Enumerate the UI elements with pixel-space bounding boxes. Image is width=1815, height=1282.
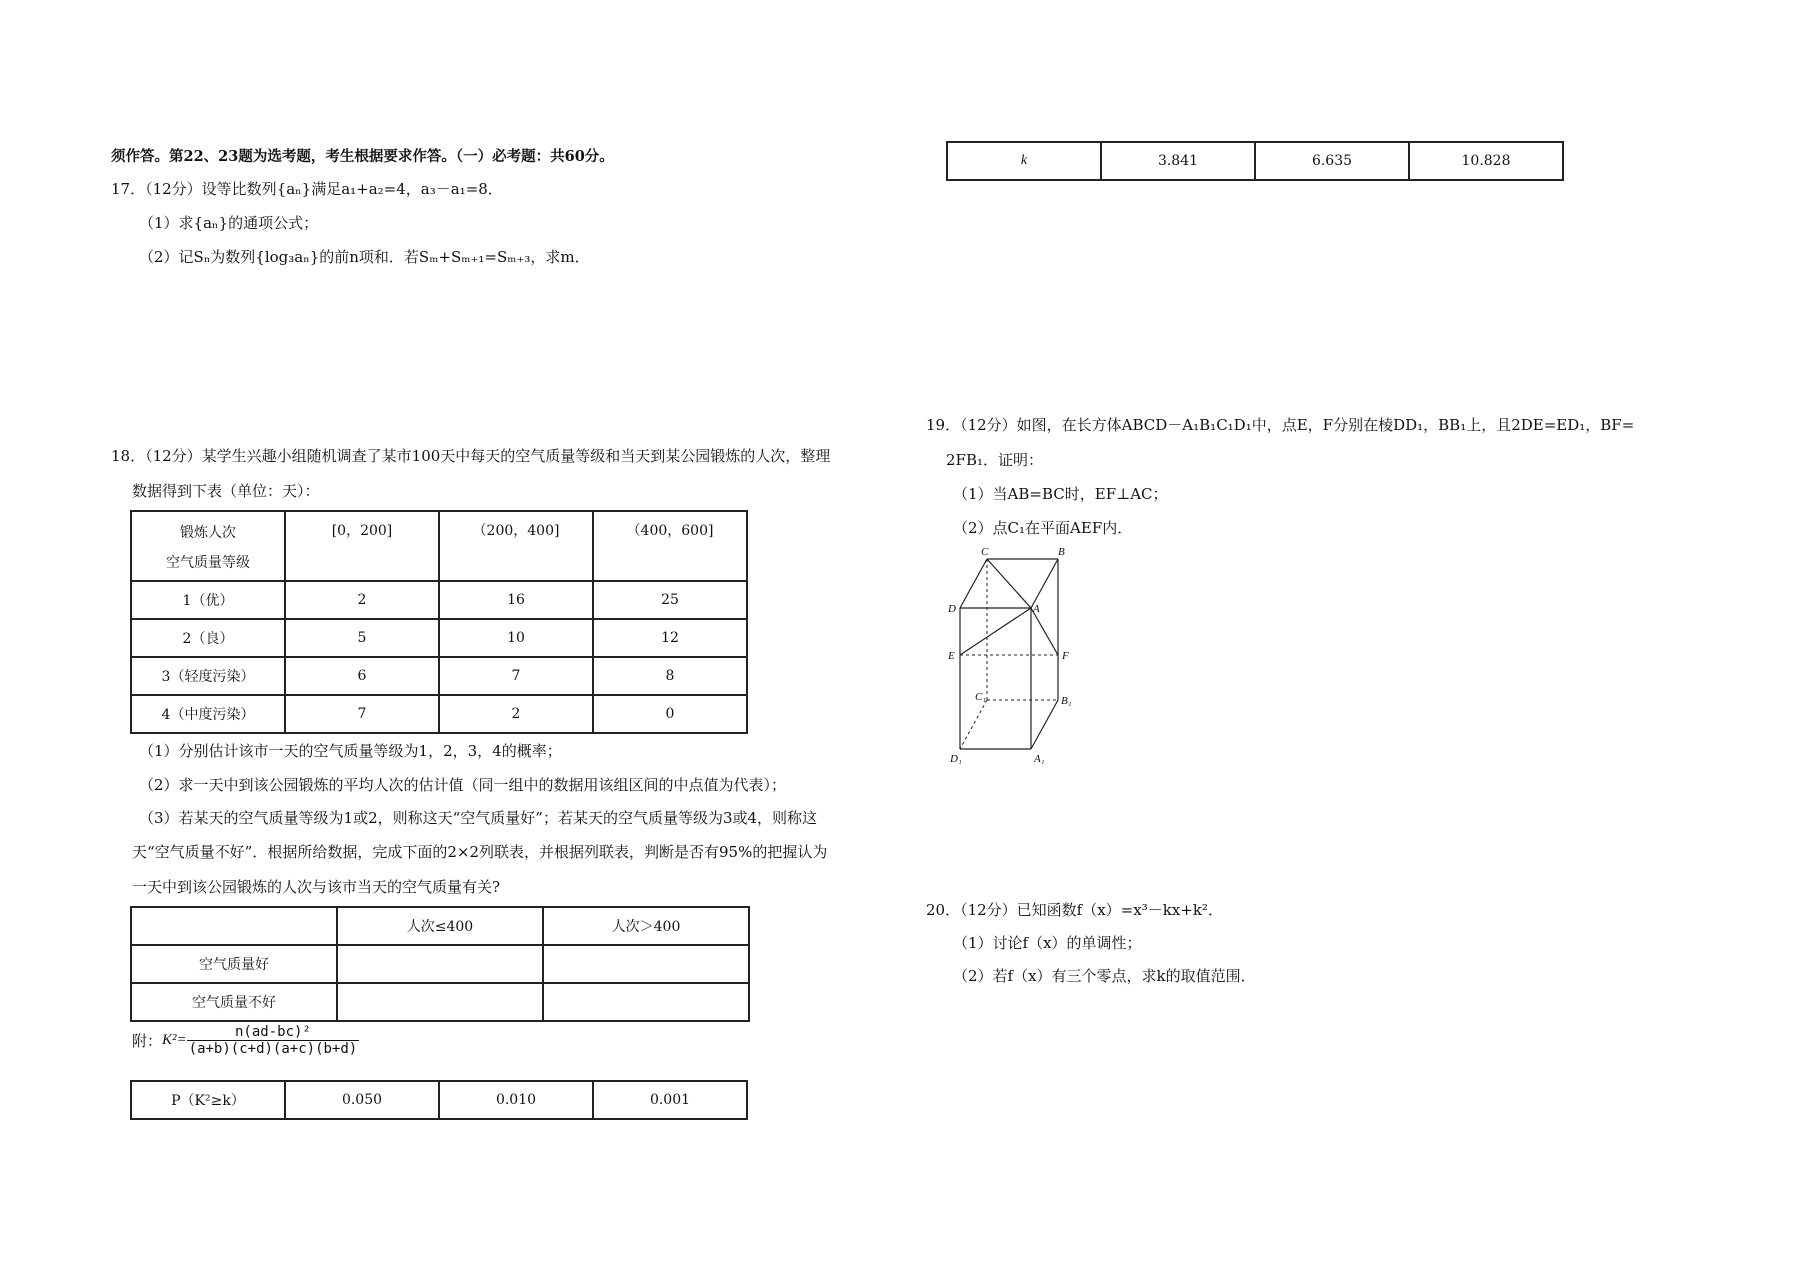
label-F: F xyxy=(1062,650,1069,662)
label-B1: B₁ xyxy=(1061,695,1072,707)
q18-part3-line3: 一天中到该公园锻炼的人次与该市当天的空气质量有关? xyxy=(132,878,501,896)
table-cell: 7 xyxy=(285,695,439,733)
header-bottom-label: 空气质量等级 xyxy=(166,555,250,571)
formula-denominator: (a+b)(c+d)(a+c)(b+d) xyxy=(188,1041,358,1057)
row-label: 1（优） xyxy=(131,581,285,619)
table-cell: 12 xyxy=(593,619,747,657)
label-C1: C₁ xyxy=(975,691,987,703)
k-squared-formula xyxy=(132,1024,359,1057)
edge-CD xyxy=(960,559,987,608)
table-cell: 8 xyxy=(593,657,747,695)
table-row xyxy=(131,619,747,657)
table-row xyxy=(131,695,747,733)
q18-part1: （1）分别估计该市一天的空气质量等级为1，2，3，4的概率； xyxy=(139,742,562,760)
table-cell: 2 xyxy=(439,695,593,733)
table-col-header: 人次＞400 xyxy=(543,907,749,945)
table-cell: 0 xyxy=(593,695,747,733)
dashed-C1D1 xyxy=(960,700,987,749)
row-label: P（K²≥k） xyxy=(131,1081,285,1119)
table-cell: 10 xyxy=(439,619,593,657)
table-row xyxy=(131,1081,747,1119)
table-col-header: （400，600] xyxy=(593,511,747,581)
table-header-corner xyxy=(131,511,285,581)
diagonal-CA xyxy=(987,559,1031,608)
q18-stem-line2: 数据得到下表（单位：天）： xyxy=(132,482,320,500)
row-label: 空气质量不好 xyxy=(131,983,337,1021)
q19-stem-line2: 2FB₁．证明： xyxy=(946,451,1043,469)
table-cell: 0.050 xyxy=(285,1081,439,1119)
label-C: C xyxy=(981,546,989,558)
q19-part2: （2）点C₁在平面AEF内． xyxy=(953,519,1133,537)
critical-value-table-row2 xyxy=(946,141,1564,181)
q18-frequency-table xyxy=(130,510,748,734)
q18-part3-line2: 天“空气质量不好”．根据所给数据，完成下面的2×2列联表，并根据列联表，判断是否有95%的把握认为 xyxy=(132,843,828,861)
table-col-header: （200，400] xyxy=(439,511,593,581)
table-cell: 0.010 xyxy=(439,1081,593,1119)
q17-stem: 17．（12分）设等比数列{aₙ}满足a₁+a₂=4，a₃－a₁=8． xyxy=(111,180,503,198)
row-label: k xyxy=(947,142,1101,180)
table-col-header xyxy=(131,907,337,945)
table-cell: 6.635 xyxy=(1255,142,1409,180)
label-B: B xyxy=(1058,546,1065,558)
table-cell-blank xyxy=(337,945,543,983)
table-row xyxy=(131,657,747,695)
table-cell: 2 xyxy=(285,581,439,619)
table-cell: 0.001 xyxy=(593,1081,747,1119)
row-label: 2（良） xyxy=(131,619,285,657)
table-cell: 10.828 xyxy=(1409,142,1563,180)
table-cell: 7 xyxy=(439,657,593,695)
row-label: 4（中度污染） xyxy=(131,695,285,733)
section-header: 须作答。第22、23题为选考题，考生根据要求作答。（一）必考题：共60分。 xyxy=(111,148,614,165)
edge-BA xyxy=(1031,559,1058,608)
label-A1: A₁ xyxy=(1034,753,1045,765)
q18-stem-line1: 18．（12分）某学生兴趣小组随机调查了某市100天中每天的空气质量等级和当天到某公园锻炼的人次，整理 xyxy=(111,447,831,465)
cuboid-figure xyxy=(940,545,1080,770)
formula-lhs: K²= xyxy=(162,1032,187,1048)
q19-part1: （1）当AB=BC时，EF⊥AC； xyxy=(953,485,1168,503)
table-row xyxy=(131,581,747,619)
table-cell: 6 xyxy=(285,657,439,695)
header-top-label: 锻炼人次 xyxy=(180,525,236,541)
appendix-label: 附： xyxy=(132,1032,163,1050)
table-cell-blank xyxy=(543,945,749,983)
row-label: 空气质量好 xyxy=(131,945,337,983)
table-col-header: [0，200] xyxy=(285,511,439,581)
label-D: D xyxy=(948,603,956,615)
q18-part2: （2）求一天中到该公园锻炼的平均人次的估计值（同一组中的数据用该组区间的中点值为代表）； xyxy=(139,776,787,794)
q20-part1: （1）讨论f（x）的单调性； xyxy=(953,934,1142,952)
table-row xyxy=(131,983,749,1021)
q19-stem-line1: 19．（12分）如图，在长方体ABCD－A₁B₁C₁D₁中，点E，F分别在棱DD₁，BB₁上，且2DE=ED₁，BF= xyxy=(926,416,1635,434)
label-A: A xyxy=(1033,603,1040,615)
formula-fraction xyxy=(187,1024,360,1057)
table-row xyxy=(131,945,749,983)
q17-part2: （2）记Sₙ为数列{log₃aₙ}的前n项和．若Sₘ+Sₘ₊₁=Sₘ₊₃，求m． xyxy=(139,248,590,266)
row-label: 3（轻度污染） xyxy=(131,657,285,695)
q18-contingency-table xyxy=(130,906,750,1022)
line-AF xyxy=(1031,608,1058,655)
table-cell-blank xyxy=(543,983,749,1021)
table-cell-blank xyxy=(337,983,543,1021)
table-row xyxy=(947,142,1563,180)
table-cell: 16 xyxy=(439,581,593,619)
table-cell: 3.841 xyxy=(1101,142,1255,180)
q17-part1: （1）求{aₙ}的通项公式； xyxy=(139,214,319,232)
q20-part2: （2）若f（x）有三个零点，求k的取值范围． xyxy=(953,967,1256,985)
table-cell: 25 xyxy=(593,581,747,619)
table-col-header: 人次≤400 xyxy=(337,907,543,945)
line-EA xyxy=(960,608,1031,655)
q20-stem: 20．（12分）已知函数f（x）=x³－kx+k²． xyxy=(926,901,1223,919)
label-D1: D₁ xyxy=(950,753,962,765)
label-E: E xyxy=(948,650,955,662)
edge-A1B1 xyxy=(1031,700,1058,749)
q18-part3-line1: （3）若某天的空气质量等级为1或2，则称这天“空气质量好”；若某天的空气质量等级为3或4，则称这 xyxy=(139,809,818,827)
critical-value-table-row1 xyxy=(130,1080,748,1120)
formula-numerator: n(ad-bc)² xyxy=(187,1024,360,1041)
table-cell: 5 xyxy=(285,619,439,657)
